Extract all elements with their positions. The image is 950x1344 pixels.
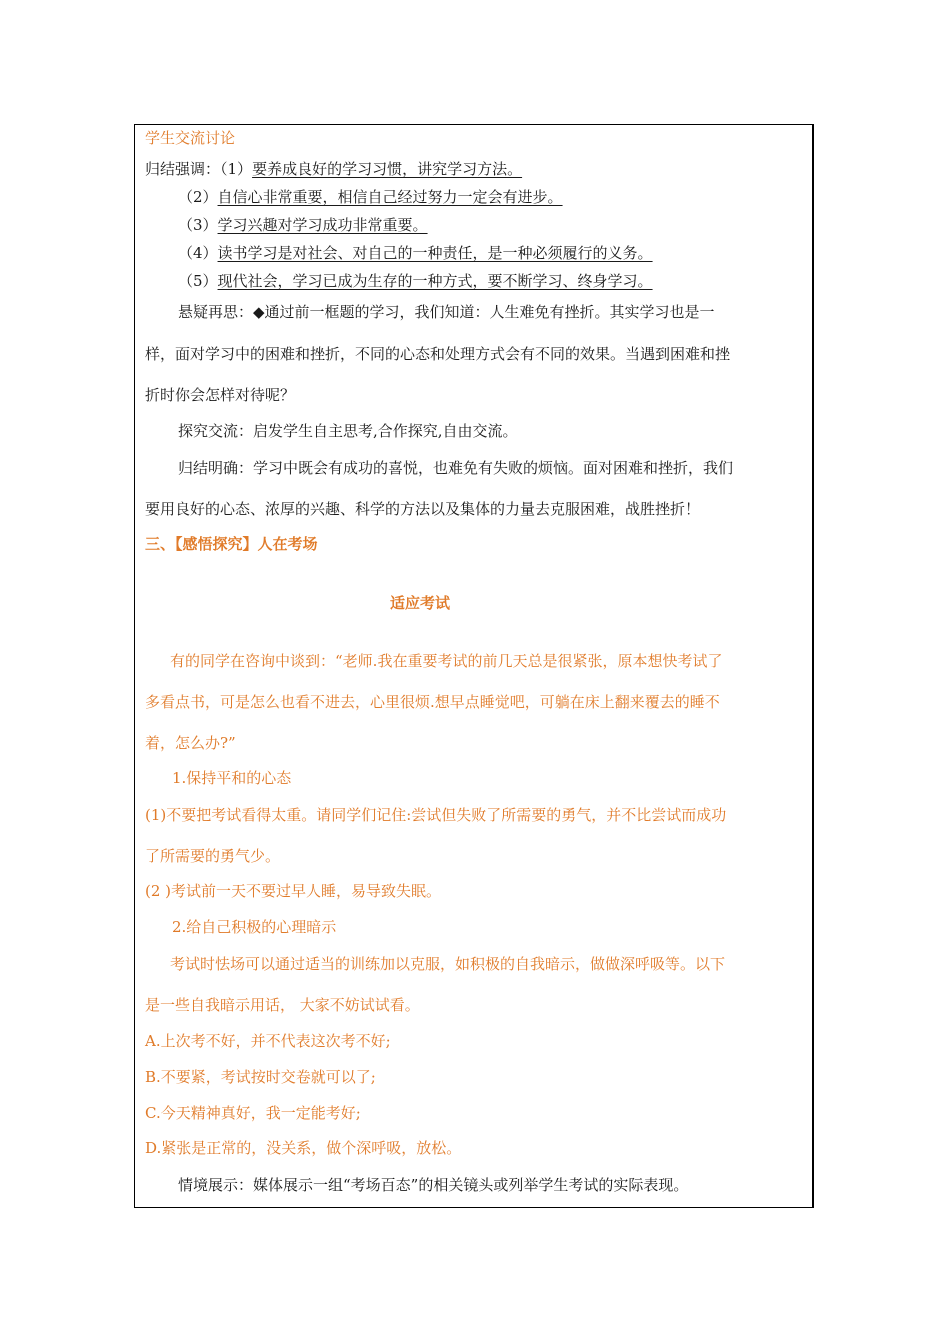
summary-num: （3） — [178, 216, 218, 234]
reflection-line-2: 样，面对学习中的困难和挫折，不同的心态和处理方式会有不同的效果。当遇到困难和挫 — [145, 345, 731, 363]
summary-item-4 — [178, 243, 653, 263]
point-2-heading: 2.给自己积极的心理暗示 — [172, 918, 337, 936]
point-1a-line-1: (1)不要把考试看得太重。请同学们记住:尝试但失败了所需要的勇气，并不比尝试而成功 — [145, 806, 727, 824]
summary-item-1 — [145, 159, 522, 179]
summary-num: （4） — [178, 244, 218, 262]
article-intro-1: 有的同学在咨询中谈到：“老师.我在重要考试的前几天总是很紧张，原本想快考试了 — [170, 652, 723, 670]
summary-text: 学习兴趣对学习成功非常重要。 — [217, 216, 428, 234]
section-heading: 三、【感悟探究】人在考场 — [145, 535, 318, 553]
point-1a-line-2: 了所需要的勇气少。 — [145, 847, 281, 865]
reflection-line-3: 折时你会怎样对待呢？ — [145, 386, 296, 404]
article-title: 适应考试 — [390, 594, 451, 612]
summary-text: 读书学习是对社会、对自己的一种责任，是一种必须履行的义务。 — [217, 244, 653, 262]
summary-text: 要养成良好的学习习惯，讲究学习方法。 — [252, 160, 523, 178]
conclusion-line-1: 归结明确：学习中既会有成功的喜悦，也难免有失败的烦恼。面对困难和挫折，我们 — [178, 459, 734, 477]
article-intro-3: 着，怎么办?” — [145, 734, 236, 752]
option-b: B.不要紧，考试按时交卷就可以了; — [145, 1068, 376, 1086]
summary-num: （1） — [220, 160, 253, 178]
explore-text: 探究交流：启发学生自主思考,合作探究,自由交流。 — [178, 422, 518, 440]
summary-text: 自信心非常重要，相信自己经过努力一定会有进步。 — [217, 188, 563, 206]
option-c: C.今天精神真好，我一定能考好; — [145, 1104, 361, 1122]
summary-label: 归结强调： — [145, 160, 221, 178]
option-d: D.紧张是正常的，没关系，做个深呼吸，放松。 — [145, 1139, 462, 1157]
conclusion-line-2: 要用良好的心态、浓厚的兴趣、科学的方法以及集体的力量去克服困难，战胜挫折！ — [145, 500, 701, 518]
article-intro-2: 多看点书，可是怎么也看不进去，心里很烦.想早点睡觉吧，可躺在床上翻来覆去的睡不 — [145, 693, 720, 711]
summary-num: （2） — [178, 188, 218, 206]
point-2-line-1: 考试时怯场可以通过适当的训练加以克服，如积极的自我暗示，做做深呼吸等。以下 — [170, 955, 726, 973]
summary-text: 现代社会，学习已成为生存的一种方式，要不断学习、终身学习。 — [217, 272, 653, 290]
point-1b: (2 )考试前一天不要过早人睡，易导致失眠。 — [145, 882, 442, 900]
summary-num: （5） — [178, 272, 218, 290]
option-a: A.上次考不好，并不代表这次考不好; — [145, 1032, 391, 1050]
point-2-line-2: 是一些自我暗示用话， 大家不妨试试看。 — [145, 996, 420, 1014]
summary-item-5 — [178, 271, 653, 291]
scene-text: 情境展示：媒体展示一组“考场百态”的相关镜头或列举学生考试的实际表现。 — [178, 1176, 689, 1194]
summary-item-3 — [178, 215, 428, 235]
reflection-line-1: 悬疑再思：◆通过前一框题的学习，我们知道：人生难免有挫折。其实学习也是一 — [178, 303, 715, 321]
point-1-heading: 1.保持平和的心态 — [172, 769, 292, 787]
summary-item-2 — [178, 187, 563, 207]
discussion-label: 学生交流讨论 — [145, 129, 236, 147]
